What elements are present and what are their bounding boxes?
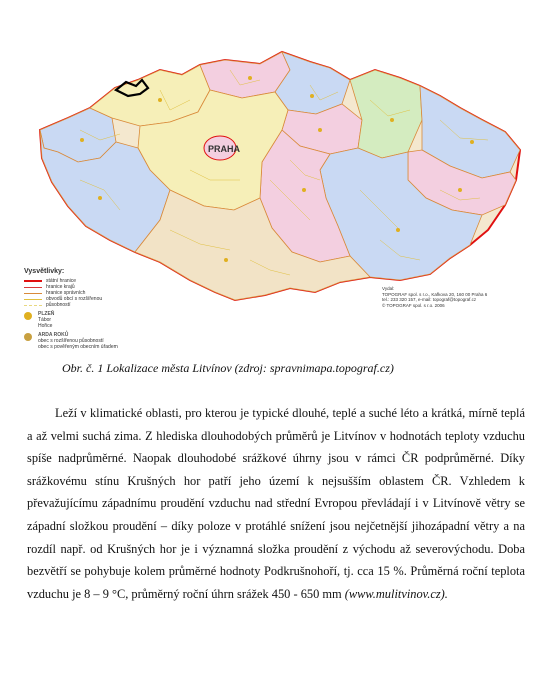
legend-item-label: obvodů obcí s rozšířenou [46, 296, 103, 302]
legend-symbol-title: PLZEŇ [38, 311, 55, 317]
figure-caption: Obr. č. 1 Lokalizace města Litvínov (zdroj: spravnimapa.topograf.cz) [62, 361, 394, 375]
legend-item-label: hranice správních [46, 290, 86, 296]
legend-symbol-line: Hořice [38, 323, 53, 329]
legend-line-swatch [24, 299, 42, 300]
city-symbol-icon [24, 312, 32, 320]
legend-symbol [24, 311, 154, 329]
legend-symbol [24, 332, 154, 350]
legend-item-label: působností [46, 302, 71, 308]
legend-symbol-line: obec s rozšířenou působností [38, 338, 104, 344]
imprint-line: TOPOGRAF spol. s r.o., Kafkova 20, 160 00 Praha 6 [382, 291, 488, 297]
legend-symbol-title: ARDA ROKŮ [38, 332, 69, 338]
imprint-line: © TOPOGRAF spol. s r.o. 2006 [382, 302, 445, 308]
legend-line-swatch [24, 287, 42, 288]
prague-label: PRAHA [208, 144, 241, 154]
town-symbol-icon [24, 333, 32, 341]
map-imprint [382, 286, 532, 308]
body-paragraph [27, 402, 525, 605]
legend-item-label: státní hranice [46, 278, 77, 284]
legend-title: Vysvětlivky: [24, 268, 65, 275]
legend-line-swatch [24, 280, 42, 282]
legend-symbol-line: obec s pověřeným obecním úřadem [38, 344, 118, 350]
paragraph-text: Leží v klimatické oblasti, pro kterou je typické dlouhé, teplé a suché léto a krátká, mírně teplá a až velmi suchá zima. Z hlediska dlouhodobých průměrů je Litvínov v hodnotách teploty vzduchu spíše nadprůměrné. Naopak dlouhodobé srážkové úhrny jsou v rámci ČR podprůměrné. Díky srážkovému stínu Krušných hor patří jeho území k nejsušším oblastem ČR. Vzhledem k převažujícímu západnímu proudění vzduchu nad střední Evropou převládají i v Litvínově větry se západní složkou proudění – díky poloze v protáhlé snížení jsou nejčetnější jihozápadní větry a na rozdíl např. od Krušných hor je i významná složka proudění z východu až severovýchodu. Doba bezvětří se pohybuje kolem průměrné hodnoty Podkrušnohoří, tj. cca 15 %. Průměrná roční teplota vzduchu je 8 – 9 °C, průměrný roční úhrn srážek 450 - 650 mm [27, 406, 525, 601]
body-text [27, 402, 525, 605]
imprint-line: Vydal: [382, 286, 395, 291]
legend-item-label: hranice krajů [46, 284, 75, 290]
legend-line-swatch [24, 293, 42, 294]
legend-line-swatch [24, 305, 42, 306]
imprint-line: tel.: 233 320 157, e-mail: topograf@topograf.cz [382, 297, 477, 302]
source-reference: (www.mulitvinov.cz). [344, 586, 448, 601]
legend-symbol-line: Tábor [38, 317, 52, 323]
legend-item [24, 302, 154, 308]
map-legend [24, 268, 154, 350]
region-kralovehradecky [275, 52, 350, 114]
